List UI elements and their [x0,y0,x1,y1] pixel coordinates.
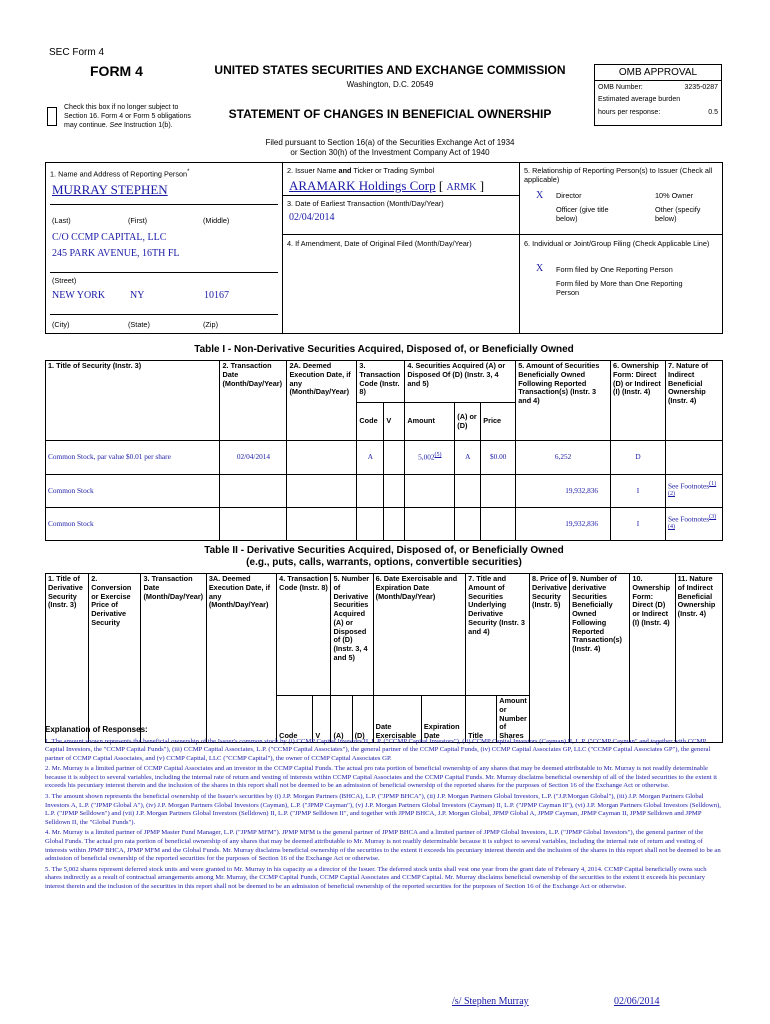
t2-h2: 2. Conversion or Exercise Price of Derivative Security [89,574,141,743]
table1 [45,360,723,541]
t2-sub-code: Code [277,696,313,743]
box4 [283,235,520,333]
ten-pct-owner-label: 10% Owner [655,191,694,200]
t1-r0-form: D [611,441,666,475]
ticker-symbol: ARMK [446,182,477,193]
table-row [46,475,723,508]
issuer-name-link[interactable]: ARAMARK Holdings Corp [289,178,436,193]
t1-r1-form: I [611,475,666,508]
reporting-person-name[interactable]: MURRAY STEPHEN [52,182,168,197]
street-label: (Street) [52,276,77,285]
table1-title: Table I - Non-Derivative Securities Acquired, Disposed of, or Beneficially Owned [194,344,574,355]
state-value: NY [130,290,145,301]
address-line-1: C/O CCMP CAPITAL, LLC [52,232,167,243]
t1-h7: 7. Nature of Indirect Beneficial Ownership (Instr. 4) [665,361,722,441]
t1-r2-nature-footnote[interactable]: (3)(4) [667,513,717,530]
t2-h6: 6. Date Exercisable and Expiration Date (Month/Day/Year) [373,574,465,696]
explanation-heading: Explanation of Responses: [45,725,148,734]
city-label: (City) [52,320,70,329]
signature-date: 02/06/2014 [614,996,660,1007]
officer-label: Officer (give title below) [556,205,609,223]
t2-h5: 5. Number of Derivative Securities Acquired (A) or Disposed of (D) (Instr. 3, 4 and 5) [331,574,373,696]
ticker-bracket-close: ] [479,178,485,193]
t2-h8: 8. Price of Derivative Security (Instr. 5) [530,574,570,743]
checkbox-see: See [109,121,123,129]
no-longer-subject-checkbox[interactable] [47,107,57,126]
t2-sub-expiration: Expiration Date [421,696,465,743]
address-line-2: 245 PARK AVENUE, 16TH FL [52,248,180,259]
t1-r0-v [384,441,405,475]
t1-r1-v [384,475,405,508]
t2-sub-a: (A) [331,696,352,743]
t2-h9: 9. Number of derivative Securities Beneficially Owned Following Reported Transaction(s) (Instr. 4) [570,574,630,743]
box4-label: 4. If Amendment, Date of Original Filed (Month/Day/Year) [287,239,472,248]
issuer-line [289,178,484,194]
footnote-4: 4. Mr. Murray is a limited partner of JPMP Master Fund Manager, L.P. ("JPMP MFM"). JPMP MFM is the general partner of JPMP BHCA and a limited partner of JPMP Global Investors, L.P. ("JPMP Global Investors"), the general partner of the Global Funds. The actual pro rata portion of beneficial ownership of any shares that may be deemed attributable to Mr. Murray is not readily determinable because it is subject to several variables, including the internal rate of return and vesting of interests within JPMP BHCA, JPMP MFM and the Global Funds. Mr. Murray disclaims beneficial ownership of the securities to the extent it exceeds his pecuniary interest therein and the inclusion of the shares in this report shall not be deemed to be an admission of beneficial ownership of the reported securities for the purposes of Section 16 of the Exchange Act or otherwise. [45,829,721,863]
t2-sub-v: V [313,696,331,743]
footnote-1: 1. The amount shown represents the beneficial ownership of the Issuer's common stock by (i) CCMP Capital Investors II, L.P. ("CCMP Capital Investors"), (ii) CCMP Capital Investors (Cayman) II, L.P. ("CCMP Cayman" and together with CCMP Capital Investors, the "CCMP Capital Funds"), (iii) CCMP Capital Associates, L.P. ("CCMP Capital Associates"), the general partner of the CCMP Capital Funds, (iv) CCMP Capital Associates GP, LLC ("CCMP Capital Associates GP"), the general partner of CCMP Capital Associates, and (v) CCMP Capital, LLC ("CCMP Capital"), the owner of CCMP Capital Associates GP. [45,737,711,762]
t1-r2-nature: See Footnotes [667,514,710,524]
box1-star: * [187,169,190,175]
box2-label-b: Ticker or Trading Symbol [351,166,435,175]
t2-h3: 3. Transaction Date (Month/Day/Year) [141,574,206,743]
more-person-label: Form filed by More than One Reporting Person [556,279,683,297]
t1-r2-ad [455,508,481,541]
t1-r1-ad [455,475,481,508]
box5-label: 5. Relationship of Reporting Person(s) to Issuer (Check all applicable) [524,166,713,184]
reporting-grid [45,162,723,334]
t1-r0-owned: 6,252 [516,441,611,475]
t2-h4: 4. Transaction Code (Instr. 8) [277,574,331,696]
t1-r0-amount: 5,002 [418,452,435,462]
omb-burden-label: Estimated average burden [598,96,681,104]
footnote-2: 2. Mr. Murray is a limited partner of CCMP Capital Associates and an investor in the CCMP Capital Funds. The actual pro rata portion of beneficial ownership of any shares that may be deemed attributable to Mr. Murray is not readily determinable because it is subject to several variables, including the internal rate of return and vesting of interests within CCMP Capital Associates and the CCMP Capital Funds. Mr. Murray disclaims beneficial ownership of all of the listed securities to the extent it exceeds his pecuniary interest therein and the inclusion of the shares in this report shall not be deemed to be an admission of beneficial ownership of the reported shares for the purposes of Section 16 of the Exchange Act or otherwise. [45,765,718,790]
ticker-bracket-open: [ [438,178,444,193]
box1-label [50,169,189,179]
filed-line-1: Filed pursuant to Section 16(a) of the Securities Exchange Act of 1934 [265,138,515,147]
t2-h10: 10. Ownership Form: Direct (D) or Indirect (I) (Instr. 4) [630,574,675,743]
t1-r0-ad: A [455,441,481,475]
t1-r0-code: A [357,441,384,475]
box5 [520,163,723,235]
t1-r1-nature: See Footnotes [667,481,710,491]
t1-sub-ad: (A) or (D) [455,403,481,441]
one-person-mark[interactable]: X [536,263,544,274]
checkbox-instruction: Instruction 1(b). [123,121,173,129]
t1-h5: 5. Amount of Securities Beneficially Owned Following Reported Transaction(s) (Instr. 3 and 4) [516,361,611,441]
explanation-section [45,725,723,893]
director-mark[interactable]: X [536,190,544,201]
signature-name: /s/ Stephen Murray [452,996,529,1007]
agency-city: Washington, D.C. 20549 [346,80,434,89]
t1-r0-title: Common Stock, par value $0.01 per share [46,441,220,475]
last-label: (Last) [52,216,71,225]
box3 [283,196,520,235]
t1-r1-owned: 19,932,836 [516,475,611,508]
earliest-transaction-date: 02/04/2014 [289,212,335,223]
filed-line-2: or Section 30(h) of the Investment Company Act of 1940 [290,148,490,157]
checkbox-text [64,104,194,130]
t1-h6: 6. Ownership Form: Direct (D) or Indirect (I) (Instr. 4) [611,361,666,441]
t1-h4: 4. Securities Acquired (A) or Disposed Of (D) (Instr. 3, 4 and 5) [405,361,516,403]
t1-h3: 3. Transaction Code (Instr. 8) [357,361,405,403]
t1-sub-v: V [384,403,405,441]
t1-h2a: 2A. Deemed Execution Date, if any (Month/Day/Year) [287,361,357,441]
box6-label: 6. Individual or Joint/Group Filing (Check Applicable Line) [524,239,710,248]
t1-r1-deemed [287,475,357,508]
t1-r2-owned: 19,932,836 [516,508,611,541]
t1-r2-form: I [611,508,666,541]
footnote-5: 5. The 5,002 shares represent deferred stock units and were granted to Mr. Murray in his capacity as a director of the Issuer. The deferred stock units shall vest one year from the grant date of February 4, 2014. CCMP Capital beneficially owns such shares indirectly as a result of contractual arrangements among Mr. Murray, the CCMP Capital Funds, CCMP Capital Associates and CCMP Capital. Mr. Murray disclaims beneficial ownership of the securities to the extent it exceeds his pecuniary interest therein and the inclusion of the securities in this report shall not be deemed to be an admission of beneficial ownership of the reported securities for the purposes of Section 16 of the Exchange Act or otherwise. [45,865,707,890]
table2-title: Table II - Derivative Securities Acquired, Disposed of, or Beneficially Owned [204,545,564,556]
t1-sub-code: Code [357,403,384,441]
omb-number-row [595,81,721,92]
box6 [520,235,723,333]
t1-r0-price: $0.00 [481,441,516,475]
t1-r1-amount [405,475,455,508]
t1-sub-amount: Amount [405,403,455,441]
box1-label-text: 1. Name and Address of Reporting Person [50,169,188,179]
table2 [45,573,723,743]
t1-r2-code [357,508,384,541]
statement-title: STATEMENT OF CHANGES IN BENEFICIAL OWNERSHIP [228,107,552,121]
box2-label-and: and [338,166,352,175]
t1-h2: 2. Transaction Date (Month/Day/Year) [220,361,287,441]
t1-r1-code [357,475,384,508]
t1-r1-date [220,475,287,508]
form-number: FORM 4 [90,63,143,79]
state-label: (State) [128,320,150,329]
t2-sub-amount: Amount or Number of Shares [497,696,530,743]
middle-label: (Middle) [203,216,230,225]
omb-approval-box [594,64,722,126]
t2-h11: 11. Nature of Indirect Beneficial Ownership (Instr. 4) [675,574,722,743]
t1-r0-amount-cell [405,441,455,475]
omb-hours-row [595,105,721,117]
t1-r1-price [481,475,516,508]
box1 [46,163,283,333]
director-label: Director [556,191,582,200]
omb-hours: 0.5 [708,108,718,116]
t2-sub-exercisable: Date Exercisable [373,696,421,743]
t1-r2-deemed [287,508,357,541]
t1-r1-nature-footnote[interactable]: (1)(2) [667,480,717,497]
t2-sub-d: (D) [352,696,373,743]
t2-h1: 1. Title of Derivative Security (Instr. 3) [46,574,89,743]
t2-h7: 7. Title and Amount of Securities Underlying Derivative Security (Instr. 3 and 4) [466,574,530,696]
t1-sub-price: Price [481,403,516,441]
box2 [283,163,520,196]
omb-title: OMB APPROVAL [595,65,721,81]
city-value: NEW YORK [52,290,106,301]
t1-r2-v [384,508,405,541]
t1-r0-nature [665,441,722,475]
t2-h3a: 3A. Deemed Execution Date, if any (Month/Day/Year) [206,574,276,743]
t1-r1-nature-cell [665,475,722,508]
one-person-label: Form filed by One Reporting Person [556,265,673,274]
box2-label-a: 2. Issuer Name [287,166,339,175]
box3-label: 3. Date of Earliest Transaction (Month/Day/Year) [287,199,444,208]
t1-r2-price [481,508,516,541]
omb-hours-label: hours per response: [598,108,661,116]
t1-r2-amount [405,508,455,541]
t1-r2-nature-cell [665,508,722,541]
sec-form-label: SEC Form 4 [49,47,105,58]
t2-sub-title: Title [466,696,497,743]
t1-r0-amount-footnote[interactable]: (5) [434,452,442,459]
table2-subtitle: (e.g., puts, calls, warrants, options, convertible securities) [246,557,522,568]
table-row [46,441,723,475]
omb-number-label: OMB Number: [598,84,643,91]
t1-h1: 1. Title of Security (Instr. 3) [46,361,220,441]
omb-number: 3235-0287 [684,84,718,91]
t1-r0-deemed [287,441,357,475]
zip-value: 10167 [204,290,229,301]
t1-r2-title: Common Stock [46,508,220,541]
zip-label: (Zip) [203,320,218,329]
checkbox-text-main: Check this box if no longer subject to Section 16. Form 4 or Form 5 obligations may continue. [64,104,191,129]
table-row [46,508,723,541]
agency-title: UNITED STATES SECURITIES AND EXCHANGE COMMISSION [214,63,566,77]
t1-r0-date: 02/04/2014 [220,441,287,475]
box2-label [287,167,434,176]
t1-r1-title: Common Stock [46,475,220,508]
t1-r2-date [220,508,287,541]
first-label: (First) [128,216,148,225]
footnote-3: 3. The amount shown represents the beneficial ownership of the Issuer's securities by (i) J.P. Morgan Partners (BHCA), L.P. ("JPMP BHCA"), (ii) J.P. Morgan Partners Global Investors, L.P. ("J.P.Morgan Global"), (iii) J.P. Morgan Partners Global Investors A, L.P. ("JPMP Global A"), (iv) J.P. Morgan Partners Global Investors (Cayman), L.P. ("JPMP Cayman"), (v) J.P. Morgan Partners Global Investors (Cayman) II, L.P. ("JPMP Cayman II"), (vi) J.P. Morgan Partners Global Investors (Selldown), L.P. ("JPMP Selldown") and (vii) J.P. Morgan Partners Global Investors (Selldown) II, L.P. ("JPMP Selldown II", and together with JPMP BHCA, J.P. Morgan Global, JPMP Global A, JPMP Cayman, JPMP Cayman II, JPMP Selldown and JPMP Selldown II, the "Global Funds"). [45,793,721,826]
other-label: Other (specify below) [655,205,701,223]
